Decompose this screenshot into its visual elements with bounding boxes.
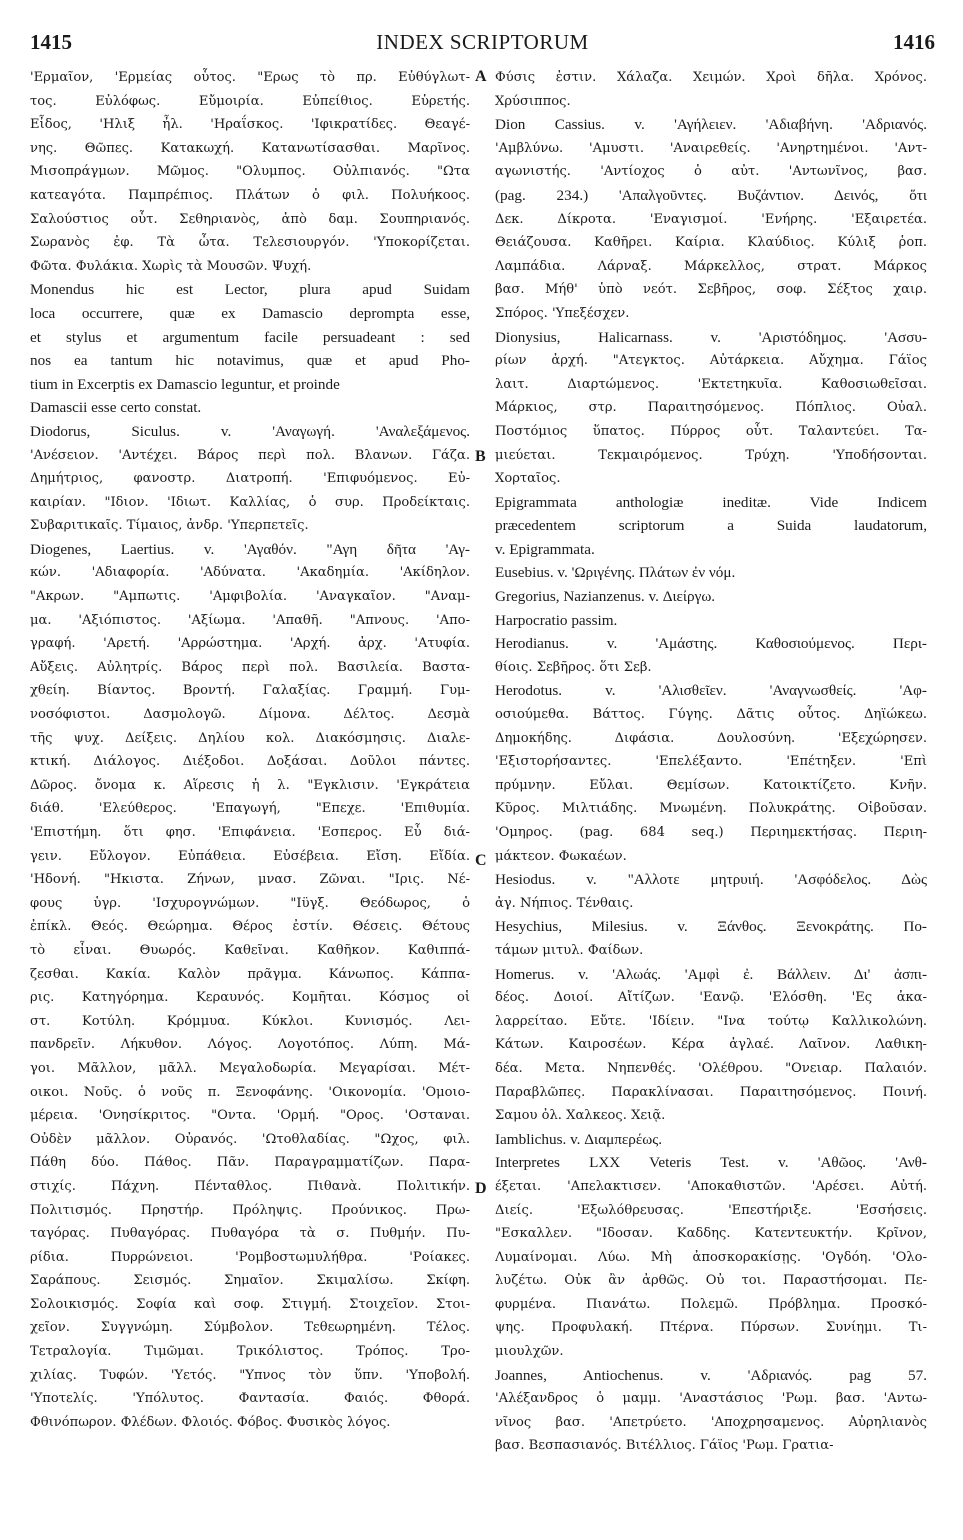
left-column-line: κτική. Διάλογος. Διέξοδοι. Δοξάσαι. Δοῦλοι πάντες. bbox=[30, 754, 470, 770]
margin-letter-a: A bbox=[475, 68, 487, 85]
left-column-line: Δῶρος. ὄνομα κ. Αἵρεσις ἡ λ. "Εγκλισιν. 'Εγκράτεια bbox=[30, 777, 470, 793]
left-column-line: 'Επιστήμη. ὅτι φησ. 'Επιφάνεια. 'Εσπερος. Εὖ διά- bbox=[30, 825, 470, 840]
page-number-left: 1415 bbox=[30, 30, 72, 54]
margin-letter-b: B bbox=[475, 448, 486, 465]
margin-letter-d: D bbox=[475, 1180, 487, 1197]
left-column-line: στ. Κοτύλη. Κρόμμυα. Κύκλοι. Κυνισμός. Λει- bbox=[30, 1013, 470, 1029]
right-column-line: Κῦρος. Μιλτιάδης. Μνωμένη. Πολυκράτης. Οἰβοῦσαν. bbox=[495, 801, 927, 817]
left-column bbox=[30, 66, 470, 1434]
right-column-line: ρίων ἀρχή. "Ατεγκτος. Αὐτάρκεια. Αὔχημα. Γάϊος bbox=[495, 353, 927, 369]
right-column-line: λυζέτω. Οὐκ ἂν ἀρθῶς. Οὐ τοι. Παραστήσομαι. Πε- bbox=[495, 1273, 927, 1289]
left-column-line: ζεσθαι. Κακία. Καλὸν πρᾶγμα. Κάνωπος. Κάππα- bbox=[30, 966, 470, 982]
right-column-line: λαιτ. Διαρτώμενος. 'Εκτετηκυῖα. Καθοσιωθεῖσαι. bbox=[495, 376, 927, 392]
left-column-line: νης. Θῶπες. Κατακωχή. Κατανωτίσασθαι. Μαρῖνος. bbox=[30, 140, 470, 156]
left-column-line: 'Υποτελίς. 'Υπόλυτος. Φαντασία. Φαιός. Φθορά. bbox=[30, 1391, 470, 1407]
right-column-line: Δημοκήδης. Διφάσια. Δουλοσύνη. 'Εξεχώρησεν. bbox=[495, 730, 927, 746]
left-column-line: καιρίαν. "Ιδιον. 'Ιδιωτ. Καλλίας, ὁ συρ. Προδείκταις. bbox=[30, 494, 470, 510]
right-column-line: Joannes, Antiochenus. v. 'Αδριανός. pag 57. bbox=[495, 1366, 927, 1384]
margin-letter-c: C bbox=[475, 852, 487, 869]
right-column-line: λαρρείταο. Εὔτε. 'Ιδίειν. "Ινα τούτῳ Καλλικολώνη. bbox=[495, 1013, 927, 1029]
right-column-line: μάκτεον. Φωκαέων. bbox=[495, 848, 627, 864]
right-column-line: Παραβλῶπες. Παρακλίνασαι. Παραιτησόμενος. Ποινή. bbox=[495, 1084, 927, 1100]
right-column-line: Herodotus. v. 'Αλισθεῖεν. 'Αναγνωσθείς. 'Αφ- bbox=[495, 682, 927, 700]
left-column-line: μα. 'Αξιόπιστος. 'Αξίωμα. 'Απαθῆ. "Απνους. 'Απο- bbox=[30, 612, 470, 628]
right-column-line: Herodianus. v. 'Αμάστης. Καθοσιούμενος. Περι- bbox=[495, 635, 927, 653]
right-column-line: Harpocratio passim. bbox=[495, 611, 618, 629]
left-column-line: φους ὑγρ. 'Ισχυρογνώμων. "Ιϋγξ. Θεόδωρος, ὁ bbox=[30, 895, 470, 911]
left-column-line: Diogenes, Laertius. v. 'Αγαθόν. "Αγη δῆτα 'Αγ- bbox=[30, 540, 470, 558]
left-column-line: Πολιτισμός. Πρηστήρ. Πρόληψις. Προύνικος. Πρω- bbox=[30, 1202, 470, 1218]
right-column-line: Δεκ. Δίκροτα. 'Εναγισμοί. 'Ενήρης. 'Εξαιρετέα. bbox=[495, 211, 927, 227]
left-column-line: κατεαγότα. Παμπρέπιος. Πλάτων ὁ φιλ. Πολυήκοος. bbox=[30, 187, 470, 203]
right-column-line: Μάρκιος, στρ. Παραιτησόμενος. Πόπλιος. Οὐαλ. bbox=[495, 400, 927, 416]
left-column-line: Δημήτριος, φανοστρ. Διατροπή. 'Επιφυόμενος. Εὐ- bbox=[30, 471, 470, 487]
page-header bbox=[30, 30, 935, 64]
left-column-line: Φθινόπωρον. Φλέδων. Φλοιός. Φόβος. Φυσικὸς λόγος. bbox=[30, 1414, 391, 1430]
right-column-line: Epigrammata anthologiæ ineditæ. Vide Indicem bbox=[495, 493, 927, 511]
left-column-line: nos ea tantum hic notavimus, quæ et apud Pho- bbox=[30, 352, 470, 370]
left-column-line: Σωρανὸς ἐφ. Τὰ ὦτα. Τελεσιουργόν. 'Υποκορίζεται. bbox=[30, 235, 470, 251]
left-column-line: tium in Excerptis ex Damascio leguntur, et proinde bbox=[30, 375, 340, 393]
right-column-line: νῖνος βασ. 'Απετρύετο. 'Αποχρησαμενος. Αὐρηλιανὸς bbox=[495, 1414, 927, 1430]
left-column-line: Φῶτα. Φυλάκια. Χωρὶς τὰ Μουσῶν. Ψυχή. bbox=[30, 258, 312, 274]
right-column-line: δέα. Μετα. Νηπενθές. 'Ολέθρου. "Ονειαρ. Παλαιόν. bbox=[495, 1060, 927, 1076]
right-column-line: βασ. Βεσπασιανός. Βιτέλλιος. Γάϊος 'Ρωμ. Γρατια- bbox=[495, 1438, 834, 1454]
left-column-line: Σαράπους. Σεισμός. Σημαῖον. Σκιμαλίσω. Σκίφη. bbox=[30, 1273, 470, 1289]
left-column-line: γοι. Μᾶλλον, μᾶλλ. Μεγαλοδωρία. Μεγαρίσαι. Μέτ- bbox=[30, 1060, 470, 1076]
running-title: INDEX SCRIPTORUM bbox=[376, 30, 589, 54]
right-column-line: 'Αλέξανδρος ὁ μαμμ. 'Αναστάσιος 'Ρωμ. βασ. 'Αντω- bbox=[495, 1391, 927, 1407]
left-column-line: et stylus et argumentum facile persuadeant : sed bbox=[30, 328, 470, 346]
right-column-line: v. Epigrammata. bbox=[495, 540, 595, 558]
left-column-line: Σολοικισμός. Σοφία καὶ σοφ. Στιγμή. Στοιχεῖον. Στοι- bbox=[30, 1296, 470, 1312]
right-column-line: Σπόρος. 'Υπεξέσχεν. bbox=[495, 305, 630, 321]
left-column-line: Οὐδὲν μᾶλλον. Οὐρανός. 'Ωτοθλαδίας. "Ωχος, φιλ. bbox=[30, 1131, 470, 1147]
right-column-line: τάμων μιτυλ. Φαίδων. bbox=[495, 942, 644, 958]
left-column-line: Τετραλογία. Τιμῶμαι. Τρικόλιστος. Τρόπος. Τρο- bbox=[30, 1344, 470, 1360]
left-column-line: τος. Εὐλόφως. Εὔμοιρία. Εὐπείθιος. Εὑρετής. bbox=[30, 93, 470, 109]
right-column-line: Hesiodus. v. "Αλλοτε μητρυιή. 'Ασφόδελος. Δὼς bbox=[495, 871, 927, 889]
right-column-line: ἀγ. Νήπιος. Τένθαις. bbox=[495, 895, 634, 911]
left-column-line: γειν. Εὔλογον. Εὐπάθεια. Εὐσέβεια. Εἴση. Εἴδία. bbox=[30, 848, 470, 864]
right-column-line: Χορταῖος. bbox=[495, 471, 561, 487]
left-column-line: Μισοπράγμων. Μῶμος. "Ολυμπος. Οὐλπιανός. "Ωτα bbox=[30, 164, 470, 180]
right-column-line: οσιούμεθα. Βάττος. Γύγης. Δᾶτις οὗτος. Δηϊώκεω. bbox=[495, 707, 927, 723]
left-column-line: 'Ερμαῖον, 'Ερμείας οὗτος. "Ερως τὸ πρ. Εὐθύγλωτ- bbox=[30, 70, 470, 85]
right-column-line: μιουλχῶν. bbox=[495, 1344, 564, 1360]
page-number-right: 1416 bbox=[893, 30, 935, 54]
right-column-line: ψης. Προφυλακή. Πτέρνα. Πύρσων. Συνίημι. Τι- bbox=[495, 1320, 927, 1336]
right-column-line: Iamblichus. v. Διαμπερέως. bbox=[495, 1130, 663, 1148]
left-column-line: Σαλούστιος οὗτ. Σεθηριανὸς, ἀπὸ δαμ. Σουπηριανός. bbox=[30, 211, 470, 227]
left-column-line: Monendus hic est Lector, plura apud Suidam bbox=[30, 281, 470, 299]
right-column-line: Διείς. 'Εξωλόθρευσας. 'Επεστήριξε. 'Εσσήσεις. bbox=[495, 1202, 927, 1218]
right-column-line: Interpretes LXX Veteris Test. v. 'Αθῶος. 'Ανθ- bbox=[495, 1154, 927, 1172]
right-column-line: θίοις. Σεβῆρος. ὅτι Σεβ. bbox=[495, 659, 652, 675]
left-column-line: ρις. Κατηγόρημα. Κεραυνός. Κομῆται. Κόσμος οἱ bbox=[30, 990, 470, 1006]
left-column-line: Αὔξεις. Αὐλητρίς. Βάρος περὶ πολ. Βασιλεία. Βαστα- bbox=[30, 659, 470, 675]
left-column-line: μέρεια. 'Ονησίκριτος. "Οντα. 'Ορμή. "Ορος. 'Οσταναι. bbox=[30, 1108, 470, 1124]
left-column-line: χιλίας. Τυφών. 'Υετός. "Υπνος τὸν ὕπν. 'Υποβολή. bbox=[30, 1367, 470, 1383]
right-column-line: Λυμαίνομαι. Λύω. Μὴ ἀποσκορακίσῃς. 'Ογδόη. 'Ολο- bbox=[495, 1249, 927, 1265]
left-column-line: Diodorus, Siculus. v. 'Αναγωγή. 'Αναλεξάμενος. bbox=[30, 422, 470, 440]
left-column-line: διάθ. 'Ελεύθερος. 'Επαγωγή, "Επεχε. 'Επιθυμία. bbox=[30, 801, 470, 817]
right-column-line: 'Αμβλύνω. 'Αμυστι. 'Αναιρεθείς. 'Ανηρτημένοι. 'Αντ- bbox=[495, 140, 927, 156]
right-column-line: Φύσις ἐστιν. Χάλαζα. Χειμών. Χροὶ δῆλα. Χρόνος. bbox=[495, 70, 927, 85]
left-column-line: οικοι. Νοῦς. ὁ νοῦς π. Ξενοφάνης. 'Οικονομία. 'Ομοιο- bbox=[30, 1084, 470, 1100]
right-column-line: πρύμνην. Εὔλαι. Θεμίσων. Κατοικτίζετο. Κνῆν. bbox=[495, 777, 927, 793]
right-column-line: Dionysius, Halicarnass. v. 'Αριστόδημος. 'Ασσυ- bbox=[495, 328, 927, 346]
right-column-line: 'Ομηρος. (pag. 684 seq.) Περιημεκτήσας. Περιη- bbox=[495, 825, 927, 840]
left-column-line: τὸ εἶναι. Θυωρός. Καθεῖναι. Καθῆκον. Καθιππά- bbox=[30, 942, 470, 958]
left-column-line: χθείη. Βίαντος. Βροντή. Γαλαξίας. Γραμμή. Γυμ- bbox=[30, 683, 470, 699]
right-column-line: μιεύεται. Τεκμαιρόμενος. Τρύχη. 'Υποδήσονται. bbox=[495, 447, 927, 463]
right-column-line: 'Εξιστορήσαντες. 'Επελέξαντο. 'Επέτηξεν. 'Επὶ bbox=[495, 754, 927, 770]
left-column-line: ταγόρας. Πυθαγόρας. Πυθαγόρα τὰ σ. Πυθμήν. Πυ- bbox=[30, 1226, 470, 1242]
right-column-line: έξεται. 'Απελακτισεν. 'Αποκαθιστῶν. 'Αρέσει. Αὐτή. bbox=[495, 1178, 927, 1194]
left-column-line: στιχίς. Πάχνη. Πένταθλος. Πιθανὰ. Πολιτικήν. bbox=[30, 1178, 470, 1194]
left-column-line: ἐπίκλ. Θεός. Θεώρημα. Θέρος ἐστίν. Θέσεις. Θέτους bbox=[30, 919, 470, 935]
right-column-line: præcedentem scriptorum a Suida laudatorum, bbox=[495, 517, 927, 535]
left-column-line: 'Ανέσειον. 'Αντέχει. Βάρος περὶ πολ. Βλανων. Γάζα. bbox=[30, 447, 470, 463]
left-column-line: κών. 'Αδιαφορία. 'Αδύνατα. 'Ακαδημία. 'Ακίδηλον. bbox=[30, 565, 470, 581]
right-column-line: φυρμένα. Πιανάτω. Πολεμῶ. Πρόβλημα. Προσκό- bbox=[495, 1296, 927, 1312]
left-column-line: Πάθη δύο. Πάθος. Πᾶν. Παραγραμματίζων. Παρα- bbox=[30, 1155, 470, 1171]
left-column-line: Damascii esse certo constat. bbox=[30, 399, 202, 417]
left-column-line: νοσόφιστοι. Δασμολογῶ. Δίμονα. Δέλτος. Δεσμὰ bbox=[30, 707, 470, 723]
left-column-line: "Ακρων. "Αμπωτις. 'Αμφιβολία. 'Αναγκαῖον. "Αναμ- bbox=[30, 589, 470, 605]
left-column-line: χεῖον. Συγγνώμη. Σύμβολον. Τεθεωρημένη. Τέλος. bbox=[30, 1320, 470, 1336]
right-column-line: δέος. Δοιοί. Αἴτίζων. 'Εανῷ. 'Ελόσθη. 'Ες ἀκα- bbox=[495, 990, 927, 1006]
right-column-line: Χρύσιππος. bbox=[495, 93, 571, 109]
right-column-line: "Εσκαλλεν. "Ιδοσαν. Καδδης. Κατεντευκτήν. Κρῖνον, bbox=[495, 1226, 927, 1242]
right-column bbox=[495, 66, 927, 1458]
right-column-line: Gregorius, Nazianzenus. v. Διείργω. bbox=[495, 588, 716, 606]
right-column-line: Σαμου ὀλ. Χαλκεος. Χειᾷ. bbox=[495, 1108, 666, 1124]
right-column-line: βασ. Μήθ' ὑπὸ νεότ. Σεβῆρος, σοφ. Σέξτος χαιρ. bbox=[495, 282, 927, 298]
left-column-line: τῆς ψυχ. Δείξεις. Δηλίου κολ. Διακόσμησις. Διαλε- bbox=[30, 730, 470, 746]
right-column-line: Λαμπάδια. Λάρναξ. Μάρκελλος, στρατ. Μάρκος bbox=[495, 258, 927, 274]
left-column-line: πανδρεῖν. Λήκυθον. Λόγος. Λογοτόπος. Λύπη. Μά- bbox=[30, 1037, 470, 1053]
left-column-line: γραφή. 'Αρετή. 'Αρρώστημα. 'Αρχή. ἀρχ. 'Ατυφία. bbox=[30, 636, 470, 652]
right-column-line: Dion Cassius. v. 'Αγήλειεν. 'Αδιαβήνη. 'Αδριανός. bbox=[495, 116, 927, 134]
right-column-line: Ποστόμιος ὕπατος. Πύρρος οὗτ. Ταλαντεύει. Τα- bbox=[495, 423, 927, 439]
right-column-line: Eusebius. v. 'Ωριγένης. Πλάτων ἐν νόμ. bbox=[495, 564, 736, 582]
right-column-line: Hesychius, Milesius. v. Ξάνθος. Ξενοκράτης. Πο- bbox=[495, 918, 927, 936]
left-column-line: ρίδια. Πυρρώνειοι. 'Ρομβοστωμυλήθρα. 'Ροίακες. bbox=[30, 1249, 470, 1265]
right-column-line: αγωνιστής. 'Αντίοχος ὁ αὐτ. 'Αντωνῖνος, βασ. bbox=[495, 164, 927, 180]
right-column-line: Θειάζουσα. Καθῆρει. Καίρια. Κλαύδιος. Κύλιξ ῥοπ. bbox=[495, 235, 927, 251]
left-column-line: Εἶδος, 'Ηλιξ ἦλ. 'Ηραΐσκος. 'Ιφικρατίδες. Θεαγέ- bbox=[30, 117, 470, 133]
left-column-line: loca occurrere, quæ ex Damascio deprompta esse, bbox=[30, 304, 470, 322]
right-column-line: Homerus. v. 'Αλωάς. 'Αμφὶ ἐ. Βάλλειν. Δι' ἀσπι- bbox=[495, 965, 927, 983]
left-column-line: Συβαριτικαῖς. Τίμαιος, ἀνδρ. 'Υπερπετεῖς. bbox=[30, 518, 309, 534]
right-column-line: Κάτων. Καιροσέων. Κέρα ἀγλαέ. Λαῖνον. Λαθικη- bbox=[495, 1037, 927, 1053]
right-column-line: (pag. 234.) 'Απαλγοῦντες. Βυζάντιον. Δεινός, ὅτι bbox=[495, 186, 927, 204]
left-column-line: 'Ηδονή. "Ηκιστα. Ζήνων, μνασ. Ζῶναι. "Ιρις. Νέ- bbox=[30, 872, 470, 888]
